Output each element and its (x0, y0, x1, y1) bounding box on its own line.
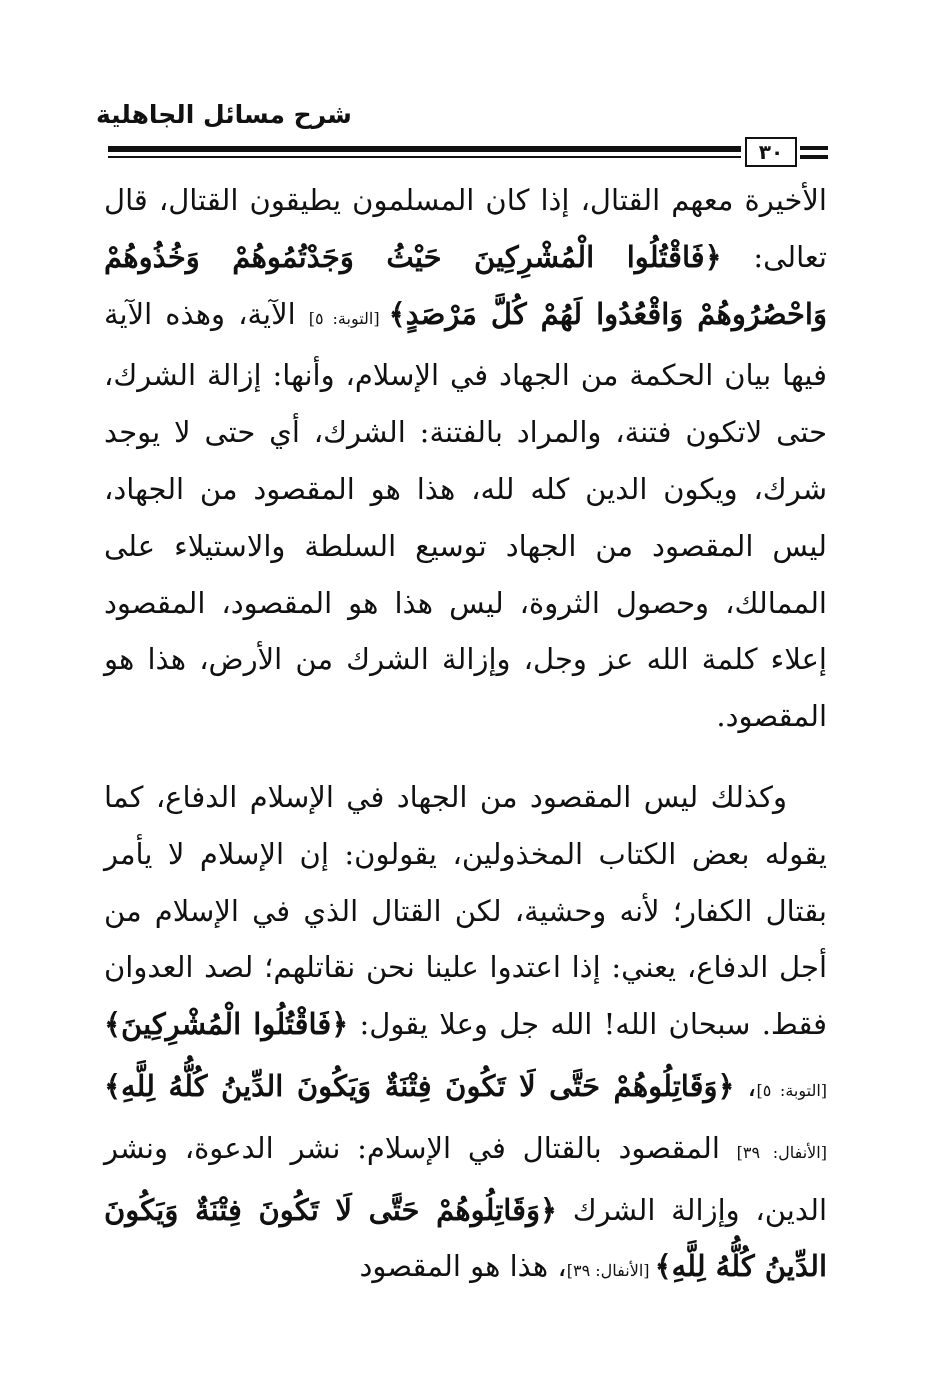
verse-reference: [التوبة: ٥] (756, 1080, 827, 1100)
text-span: الأخيرة معهم القتال، إذا كان المسلمون يطيقون القتال، قال تعالى: (104, 183, 827, 274)
running-title: شرح مسائل الجاهلية (96, 100, 352, 129)
quran-verse: ﴿وَقَاتِلُوهُمْ حَتَّى لَا تَكُونَ فِتْنَةٌ وَيَكُونَ الدِّينُ كُلُّهُ لِلَّهِ﴾ (104, 1192, 827, 1284)
text-span: الآية، وهذه الآية فيها بيان الحكمة من الجهاد في الإسلام، وأنها: إزالة الشرك، حتى لاتكون فتنة، والمراد بالفتنة: الشرك، أي حتى لا يوجد شرك، ويكون الدين كله لله، هذا هو المقصود من الجهاد، ليس المقصود من الجهاد توسيع السلطة والاستيلاء على الممالك، وحصول الثروة، ليس هذا هو المقصود، المقصود إعلاء كلمة الله عز وجل، وإزالة الشرك من الأرض، هذا هو المقصود. (104, 296, 827, 734)
page-number: ٣٠ (745, 137, 797, 167)
header-rule-thin (108, 156, 741, 158)
verse-reference: [الأنفال: ٣٩] (566, 1261, 655, 1281)
text-span: وكذلك ليس المقصود من الجهاد في الإسلام الدفاع، كما يقوله بعض الكتاب المخذولين، يقولون: إن الإسلام لا يأمر بقتال الكفار؛ لأنه وحشية، لكن القتال الذي في الإسلام من أجل الدفاع، يعني: إذا اعتدوا علينا نحن نقاتلهم؛ لصد العدوان فقط. سبحان الله! الله جل وعلا يقول: (104, 779, 827, 1042)
paragraph-1 (104, 172, 827, 745)
text-span: المقصود بالقتال في الإسلام: نشر الدعوة، ونشر الدين، وإزالة الشرك (104, 1130, 827, 1227)
quran-verse: ﴿فَاقْتُلُوا الْمُشْرِكِينَ﴾ (104, 1007, 349, 1042)
body-text (104, 172, 827, 1300)
verse-reference: [التوبة: ٥] (308, 308, 389, 328)
verse-reference: [الأنفال: ٣٩] (736, 1142, 827, 1162)
text-span: ، هذا هو المقصود (359, 1249, 567, 1284)
header-rule-thick (108, 146, 741, 152)
paragraph-2 (104, 769, 827, 1300)
header-dash-mark (800, 155, 828, 159)
text-span: ، (734, 1068, 757, 1103)
quran-verse: ﴿فَاقْتُلُوا الْمُشْرِكِينَ حَيْثُ وَجَدْتُمُوهُمْ وَخُذُوهُمْ وَاحْصُرُوهُمْ وَاقْعُدُوا لَهُمْ كُلَّ مَرْصَدٍ﴾ (104, 239, 827, 331)
header-dash-mark (800, 146, 828, 150)
quran-verse: ﴿وَقَاتِلُوهُمْ حَتَّى لَا تَكُونَ فِتْنَةٌ وَيَكُونَ الدِّينُ كُلُّهُ لِلَّهِ﴾ (104, 1068, 735, 1103)
